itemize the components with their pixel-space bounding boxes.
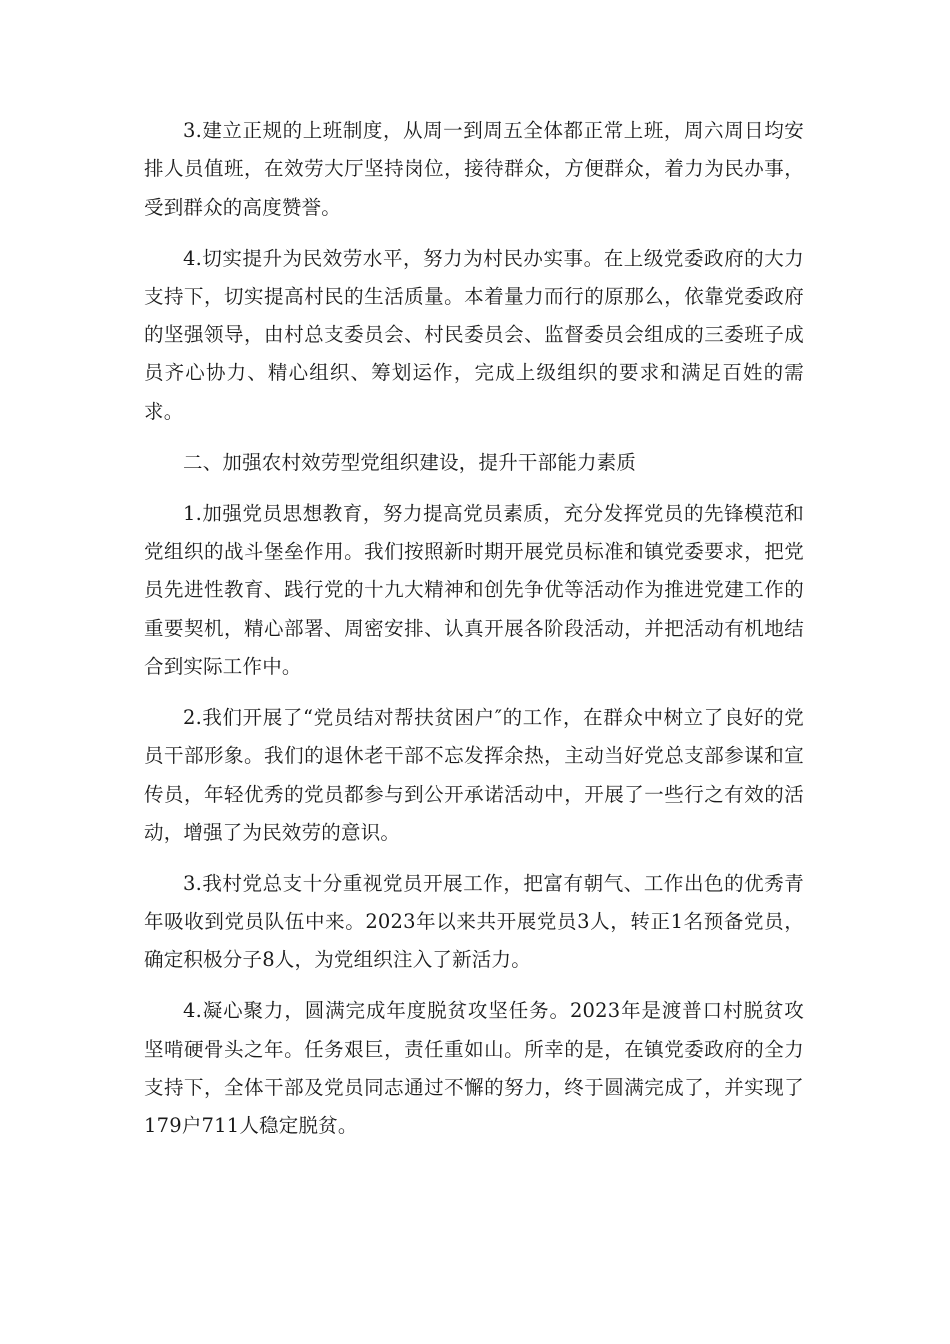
section-heading: 二、加强农村效劳型党组织建设，提升干部能力素质 bbox=[183, 450, 637, 474]
paragraph-member-recruitment: 3.我村党总支十分重视党员开展工作，把富有朝气、工作出色的优秀青年吸收到党员队伍中来。2023年以来共开展党员3人，转正1名预备党员，确定积极分子8人，为党组织注入了新活力。 bbox=[144, 871, 804, 972]
paragraph-work-schedule: 3.建立正规的上班制度，从周一到周五全体都正常上班，周六周日均安排人员值班，在效劳大厅坚持岗位，接待群众，方便群众，着力为民办事，受到群众的高度赞誉。 bbox=[144, 119, 804, 219]
paragraph-poverty-alleviation: 4.凝心聚力，圆满完成年度脱贫攻坚任务。2023年是渡普口村脱贫攻坚啃硬骨头之年。任务艰巨，责任重如山。所幸的是，在镇党委政府的全力支持下，全体干部及党员同志通过不懈的努力，终于圆满完成了，并实现了179户711人稳定脱贫。 bbox=[144, 999, 804, 1138]
document-body bbox=[144, 112, 804, 1158]
paragraph-service-level: 4.切实提升为民效劳水平，努力为村民办实事。在上级党委政府的大力支持下，切实提高村民的生活质量。本着量力而行的原那么，依靠党委政府的坚强领导，由村总支委员会、村民委员会、监督委员会组成的三委班子成员齐心协力、精心组织、筹划运作，完成上级组织的要求和满足百姓的需求。 bbox=[144, 246, 804, 423]
paragraph-party-education: 1.加强党员思想教育，努力提高党员素质，充分发挥党员的先锋模范和党组织的战斗堡垒作用。我们按照新时期开展党员标准和镇党委要求，把党员先进性教育、践行党的十九大精神和创先争优等活动作为推进党建工作的重要契机，精心部署、周密安排、认真开展各阶段活动，并把活动有机地结合到实际工作中。 bbox=[144, 501, 804, 678]
paragraph-poverty-pairing: 2.我们开展了“党员结对帮扶贫困户″的工作，在群众中树立了良好的党员干部形象。我们的退休老干部不忘发挥余热，主动当好党总支部参谋和宣传员，年轻优秀的党员都参与到公开承诺活动中，开展了一些行之有效的活动，增强了为民效劳的意识。 bbox=[144, 705, 804, 844]
